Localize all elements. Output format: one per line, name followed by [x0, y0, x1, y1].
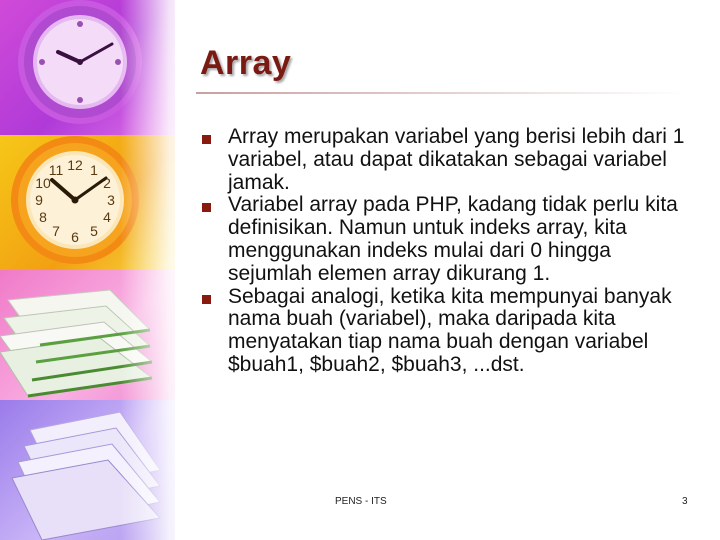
bullet-text: Variabel array pada PHP, kadang tidak perlu kita definisikan. Namun untuk indeks array, kita menggunakan indeks mulai dari 0 hingga sejumlah elemen array dikurang 1.: [228, 193, 678, 285]
square-bullet-icon: [202, 295, 211, 304]
list-item: [200, 126, 700, 194]
slide-title: Array: [200, 44, 292, 82]
clock-numeral: 4: [103, 209, 111, 225]
square-bullet-icon: [202, 135, 211, 144]
clock-numeral: 2: [103, 175, 111, 191]
title-divider: [196, 92, 686, 94]
page-number: 3: [682, 496, 688, 507]
clock-numeral: 9: [35, 192, 43, 208]
strip-fade: [120, 0, 175, 540]
clock-numeral: 8: [39, 209, 47, 225]
clock-numeral: 6: [71, 229, 79, 245]
decorative-image-strip: [0, 0, 175, 540]
bullet-text: Array merupakan variabel yang berisi lebih dari 1 variabel, atau dapat dikatakan sebagai variabel jamak.: [228, 125, 685, 194]
square-bullet-icon: [202, 203, 211, 212]
clock-numeral: 3: [107, 192, 115, 208]
bullet-text: Sebagai analogi, ketika kita mempunyai banyak nama buah (variabel), maka daripada kita menyatakan tiap nama buah dengan variabel $buah1, $buah2, $buah3, ...dst.: [228, 284, 672, 376]
clock-numeral: 11: [48, 162, 64, 178]
clock-numeral: 1: [90, 162, 98, 178]
clock-numeral: 12: [67, 157, 83, 173]
clock-numeral: 5: [90, 223, 98, 239]
list-item: [200, 194, 700, 285]
clock-numeral: 10: [35, 175, 51, 191]
bullet-list: [200, 126, 700, 377]
list-item: [200, 286, 700, 377]
clock-numeral: 7: [52, 223, 60, 239]
slide-footer: PENS - ITS: [335, 496, 387, 507]
